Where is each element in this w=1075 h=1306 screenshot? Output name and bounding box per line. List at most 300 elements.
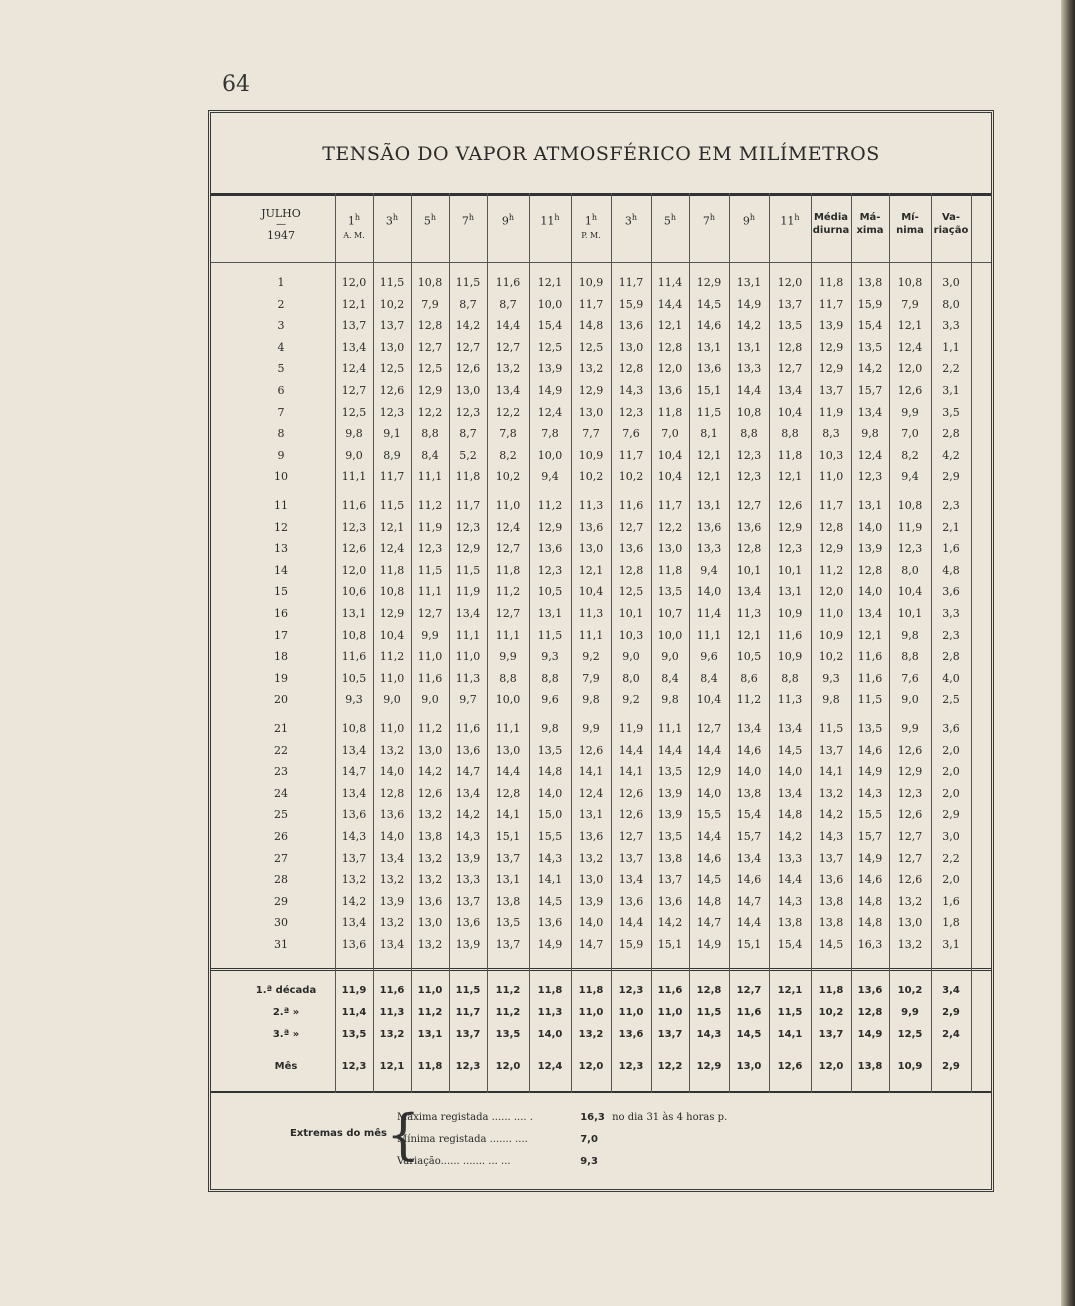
table-cell: 3,6 [942,722,960,735]
table-cell: 13,0 [578,873,604,887]
table-cell: 11,0 [379,722,405,735]
table-cell: 12,4 [578,786,604,800]
table-cell: 11,0 [379,671,405,685]
summary-cell: 10,2 [818,1007,844,1018]
table-cell: 13,4 [379,851,405,865]
table-cell: 10,9 [578,448,604,462]
table-cell: 13,9 [818,319,844,333]
column-header [571,211,611,242]
column-divider [769,193,770,1093]
table-cell: 14,9 [736,297,762,311]
table-cell: 14,3 [618,384,644,397]
summary-cell: 10,2 [897,985,923,996]
table-cell: 13,9 [455,938,481,951]
table-cell: 12,8 [777,340,803,354]
table-cell: 11,7 [618,276,644,289]
table-cell: 12,3 [341,520,367,534]
table-cell: 14,0 [777,765,803,779]
table-cell: 15,9 [618,297,644,311]
table-cell: 12,0 [657,362,683,376]
table-cell: 13,9 [379,894,405,908]
table-cell: 14,3 [537,851,563,865]
header-year: 1947 [267,229,295,242]
row-day: 7 [277,405,285,419]
table-cell: 9,9 [901,722,919,735]
column-header-sup: h [670,213,677,222]
table-cell: 7,9 [901,297,919,311]
table-cell: 12,6 [897,743,923,757]
table-cell: 12,8 [657,340,683,354]
column-header [373,211,411,228]
table-cell: 14,3 [341,830,367,843]
table-cell: 13,4 [495,384,521,397]
table-cell: 9,8 [901,628,919,642]
summary-cell: 13,8 [857,1061,883,1072]
table-cell: 13,4 [618,873,644,887]
table-cell: 15,7 [857,830,883,843]
table-cell: 12,5 [379,362,405,376]
table-cell: 9,2 [582,650,600,664]
table-cell: 10,0 [537,448,563,462]
column-header [729,211,769,228]
table-cell: 12,1 [736,628,762,642]
table-cell: 11,5 [379,276,405,289]
table-cell: 14,6 [736,743,762,757]
table-cell: 13,6 [537,916,563,930]
column-header-sub: diurna [812,225,850,236]
table-cell: 4,0 [942,671,960,685]
table-cell: 10,8 [417,276,443,289]
table-cell: 11,2 [736,693,762,707]
table-cell: 15,4 [777,938,803,951]
table-cell: 10,4 [657,470,683,484]
table-row [211,669,991,689]
summary-cell: 12,8 [857,1007,883,1018]
table-cell: 13,3 [455,873,481,887]
table-cell: 13,6 [618,542,644,556]
table-cell: 13,2 [341,873,367,887]
table-cell: 12,4 [341,362,367,376]
table-cell: 13,1 [857,499,883,512]
table-cell: 12,8 [495,786,521,800]
table-cell: 10,4 [578,585,604,599]
table-cell: 3,1 [942,384,960,397]
table-cell: 13,2 [578,362,604,376]
table-cell: 12,1 [657,319,683,333]
table-cell: 8,0 [901,563,919,577]
table-cell: 11,6 [417,671,443,685]
table-cell: 12,7 [417,340,443,354]
table-row [211,446,991,466]
table-cell: 9,0 [383,693,401,707]
table-cell: 14,0 [379,765,405,779]
table-cell: 7,0 [901,427,919,441]
table-cell: 13,3 [696,542,722,556]
table-cell: 12,6 [618,808,644,822]
table-cell: 13,6 [618,894,644,908]
table-cell: 10,0 [537,297,563,311]
table-cell: 8,4 [421,448,439,462]
row-day: 24 [274,786,288,800]
extremes-rule [211,1091,991,1093]
table-cell: 13,5 [777,319,803,333]
table-cell: 8,2 [499,448,517,462]
summary-cell: 11,5 [696,1007,722,1018]
table-cell: 12,7 [618,520,644,534]
table-cell: 12,6 [897,873,923,887]
table-cell: 14,7 [696,916,722,930]
table-cell: 7,7 [582,427,600,441]
table-cell: 13,6 [455,743,481,757]
table-cell: 13,6 [578,830,604,843]
table-cell: 11,1 [417,470,443,484]
table-cell: 13,9 [657,786,683,800]
table-cell: 2,0 [942,786,960,800]
table-cell: 2,0 [942,743,960,757]
row-day: 3 [277,319,285,333]
table-cell: 10,4 [657,448,683,462]
column-header-text: 7 [702,214,710,228]
table-cell: 14,9 [696,938,722,951]
table-cell: 11,2 [417,722,443,735]
extreme-value: 7,0 [580,1134,598,1145]
table-cell: 12,9 [897,765,923,779]
table-cell: 10,5 [341,671,367,685]
column-header-sup: h [554,213,560,222]
table-cell: 15,1 [657,938,683,951]
table-cell: 13,2 [818,786,844,800]
table-row [211,626,991,646]
table-frame [208,110,994,1192]
table-cell: 14,4 [495,765,521,779]
table-cell: 13,7 [379,319,405,333]
summary-cell: 14,0 [537,1029,563,1040]
table-cell: 15,7 [857,384,883,397]
table-cell: 14,5 [777,743,803,757]
table-cell: 12,1 [897,319,923,333]
row-day: 30 [274,916,288,930]
summary-cell: 13,7 [818,1029,844,1040]
header-rule [211,262,991,263]
table-row [211,359,991,379]
table-cell: 13,9 [455,851,481,865]
table-cell: 10,4 [696,693,722,707]
table-cell: 8,9 [383,448,401,462]
table-cell: 10,2 [379,297,405,311]
extreme-note: no dia 31 às 4 horas p. [612,1112,728,1123]
table-cell: 13,4 [341,786,367,800]
table-cell: 8,1 [700,427,718,441]
table-cell: 13,7 [495,938,521,951]
table-row [211,316,991,336]
table-cell: 11,8 [657,563,683,577]
summary-cell: 11,0 [618,1007,644,1018]
column-header-text: 11 [540,214,555,228]
summary-cell: 12,1 [379,1061,405,1072]
row-day: 8 [277,427,285,441]
table-cell: 12,9 [696,276,722,289]
table-cell: 12,3 [455,520,481,534]
table-cell: 11,7 [379,470,405,484]
table-cell: 11,4 [657,276,683,289]
table-cell: 13,6 [578,520,604,534]
extremes-block [281,1103,881,1178]
summary-cell: 12,2 [657,1061,683,1072]
table-cell: 7,8 [541,427,559,441]
summary-label: 1.ª década [255,985,317,996]
table-cell: 2,9 [942,470,960,484]
table-cell: 11,3 [578,499,604,512]
table-cell: 13,0 [897,916,923,930]
table-cell: 13,5 [657,830,683,843]
table-cell: 11,2 [417,499,443,512]
table-cell: 13,4 [777,384,803,397]
table-cell: 12,6 [897,384,923,397]
column-header-text: 9 [742,214,750,228]
table-cell: 13,2 [417,938,443,951]
column-header-sup: h [508,213,515,222]
table-cell: 13,6 [455,916,481,930]
table-cell: 14,2 [455,808,481,822]
summary-cell: 12,1 [777,985,803,996]
table-cell: 7,9 [582,671,600,685]
table-cell: 13,0 [578,542,604,556]
table-cell: 9,4 [700,563,718,577]
table-cell: 10,2 [818,650,844,664]
table-cell: 14,0 [537,786,563,800]
column-divider [811,193,812,1093]
table-cell: 11,0 [455,650,481,664]
column-header [931,211,971,237]
table-cell: 12,9 [696,765,722,779]
table-cell: 11,8 [657,405,683,419]
table-cell: 13,6 [696,362,722,376]
table-cell: 14,6 [696,319,722,333]
table-cell: 13,4 [857,405,883,419]
table-cell: 12,6 [455,362,481,376]
summary-cell: 14,9 [857,1029,883,1040]
table-cell: 11,6 [857,650,883,664]
table-cell: 10,1 [618,607,644,620]
summary-cell: 11,0 [417,985,443,996]
table-row [211,935,991,955]
column-header-sub: A. M. [343,230,365,240]
table-cell: 12,9 [578,384,604,397]
table-cell: 14,7 [736,894,762,908]
table-cell: 13,2 [379,873,405,887]
table-cell: 13,0 [455,384,481,397]
table-cell: 11,7 [578,297,604,311]
table-cell: 7,8 [499,427,517,441]
table-cell: 12,4 [495,520,521,534]
table-cell: 8,7 [459,427,477,441]
table-cell: 9,9 [901,405,919,419]
column-divider [729,193,730,1093]
table-cell: 4,8 [942,563,960,577]
table-cell: 12,6 [379,384,405,397]
summary-cell: 11,2 [495,1007,521,1018]
summary-cell: 2,9 [942,1007,960,1018]
table-cell: 11,1 [696,628,722,642]
table-cell: 11,9 [818,405,844,419]
table-cell: 13,2 [379,916,405,930]
table-cell: 2,8 [942,427,960,441]
table-cell: 2,0 [942,873,960,887]
table-cell: 13,7 [818,743,844,757]
row-day: 25 [274,808,288,822]
table-row [211,913,991,933]
column-header [411,211,449,228]
table-cell: 10,1 [897,607,923,620]
table-cell: 13,9 [537,362,563,376]
table-cell: 11,0 [818,607,844,620]
table-cell: 10,4 [897,585,923,599]
column-header-sup: h [430,213,437,222]
table-cell: 5,2 [459,448,477,462]
table-row [211,467,991,487]
table-cell: 12,6 [897,808,923,822]
table-cell: 10,8 [897,276,923,289]
column-divider [411,193,412,1093]
summary-cell: 12,9 [696,1061,722,1072]
table-cell: 14,0 [857,585,883,599]
table-cell: 14,2 [818,808,844,822]
table-cell: 13,2 [897,894,923,908]
summary-cell: 13,2 [379,1029,405,1040]
table-cell: 11,6 [495,276,521,289]
row-day: 18 [274,650,288,664]
row-day: 29 [274,894,288,908]
summary-cell: 11,6 [657,985,683,996]
table-cell: 13,1 [537,607,563,620]
table-cell: 13,6 [379,808,405,822]
table-cell: 13,1 [777,585,803,599]
summary-cell: 13,7 [455,1029,481,1040]
row-day: 21 [274,722,288,735]
row-day: 27 [274,851,288,865]
summary-cell: 3,4 [942,985,960,996]
table-cell: 12,3 [618,405,644,419]
table-row [211,582,991,602]
table-cell: 12,0 [777,276,803,289]
table-cell: 9,3 [822,671,840,685]
column-header-text: 1 [584,214,592,228]
table-cell: 1,6 [942,894,960,908]
table-cell: 2,0 [942,765,960,779]
table-cell: 11,6 [857,671,883,685]
table-cell: 12,7 [696,722,722,735]
column-divider [851,193,852,1093]
table-cell: 14,9 [537,384,563,397]
extreme-min [397,1130,598,1150]
table-cell: 14,9 [537,938,563,951]
row-day: 28 [274,873,288,887]
column-header-text: 3 [624,214,632,228]
table-cell: 12,7 [417,607,443,620]
row-day: 19 [274,671,288,685]
table-cell: 13,8 [736,786,762,800]
summary-cell: 12,8 [696,985,722,996]
table-cell: 12,5 [417,362,443,376]
table-cell: 8,8 [740,427,758,441]
table-cell: 9,7 [459,693,477,707]
table-cell: 11,1 [495,722,521,735]
column-header [487,211,529,228]
table-cell: 13,4 [736,722,762,735]
summary-cell: 12,3 [455,1061,481,1072]
table-cell: 10,6 [341,585,367,599]
table-cell: 11,4 [696,607,722,620]
table-cell: 14,6 [736,873,762,887]
summary-cell: 11,8 [578,985,604,996]
table-row [211,496,991,516]
table-cell: 14,4 [657,743,683,757]
table-cell: 14,5 [696,297,722,311]
table-cell: 15,5 [537,830,563,843]
table-cell: 12,7 [495,542,521,556]
table-cell: 10,0 [657,628,683,642]
summary-cell: 10,9 [897,1061,923,1072]
column-divider [689,193,690,1093]
table-cell: 11,9 [455,585,481,599]
summary-cell: 11,5 [455,985,481,996]
column-header-sub: riação [933,225,969,236]
table-cell: 15,4 [537,319,563,333]
summary-rule [211,968,991,971]
column-divider [529,193,530,1093]
table-cell: 13,6 [657,894,683,908]
column-divider [373,193,374,1093]
row-day: 14 [274,563,288,577]
table-cell: 12,5 [537,340,563,354]
table-row [211,295,991,315]
table-cell: 11,6 [341,499,367,512]
table-cell: 10,9 [818,628,844,642]
column-header [529,211,571,228]
summary-label: 2.ª » [272,1007,300,1018]
column-divider [651,193,652,1093]
table-cell: 1,8 [942,916,960,930]
summary-cell: 9,9 [901,1007,919,1018]
table-cell: 2,9 [942,808,960,822]
summary-cell: 13,5 [495,1029,521,1040]
extreme-var [397,1152,598,1172]
table-cell: 12,3 [736,470,762,484]
extreme-label: Variação...... ....... ... ... [397,1156,511,1167]
column-header-text: 3 [385,214,393,228]
table-cell: 13,8 [777,916,803,930]
column-header-sup: h [591,213,598,222]
table-cell: 10,9 [777,650,803,664]
table-cell: 12,9 [818,542,844,556]
column-divider [487,193,488,1093]
table-cell: 12,9 [537,520,563,534]
extreme-value: 9,3 [580,1156,598,1167]
table-cell: 13,2 [417,808,443,822]
table-cell: 9,8 [661,693,679,707]
summary-cell: 13,0 [736,1061,762,1072]
table-cell: 12,5 [341,405,367,419]
summary-row [211,981,991,1001]
table-cell: 13,8 [818,916,844,930]
table-cell: 8,8 [499,671,517,685]
row-day: 12 [274,520,288,534]
table-cell: 12,4 [379,542,405,556]
column-header-sub: nima [896,225,924,236]
table-cell: 13,2 [578,851,604,865]
table-cell: 13,7 [818,851,844,865]
table-cell: 14,1 [578,765,604,779]
